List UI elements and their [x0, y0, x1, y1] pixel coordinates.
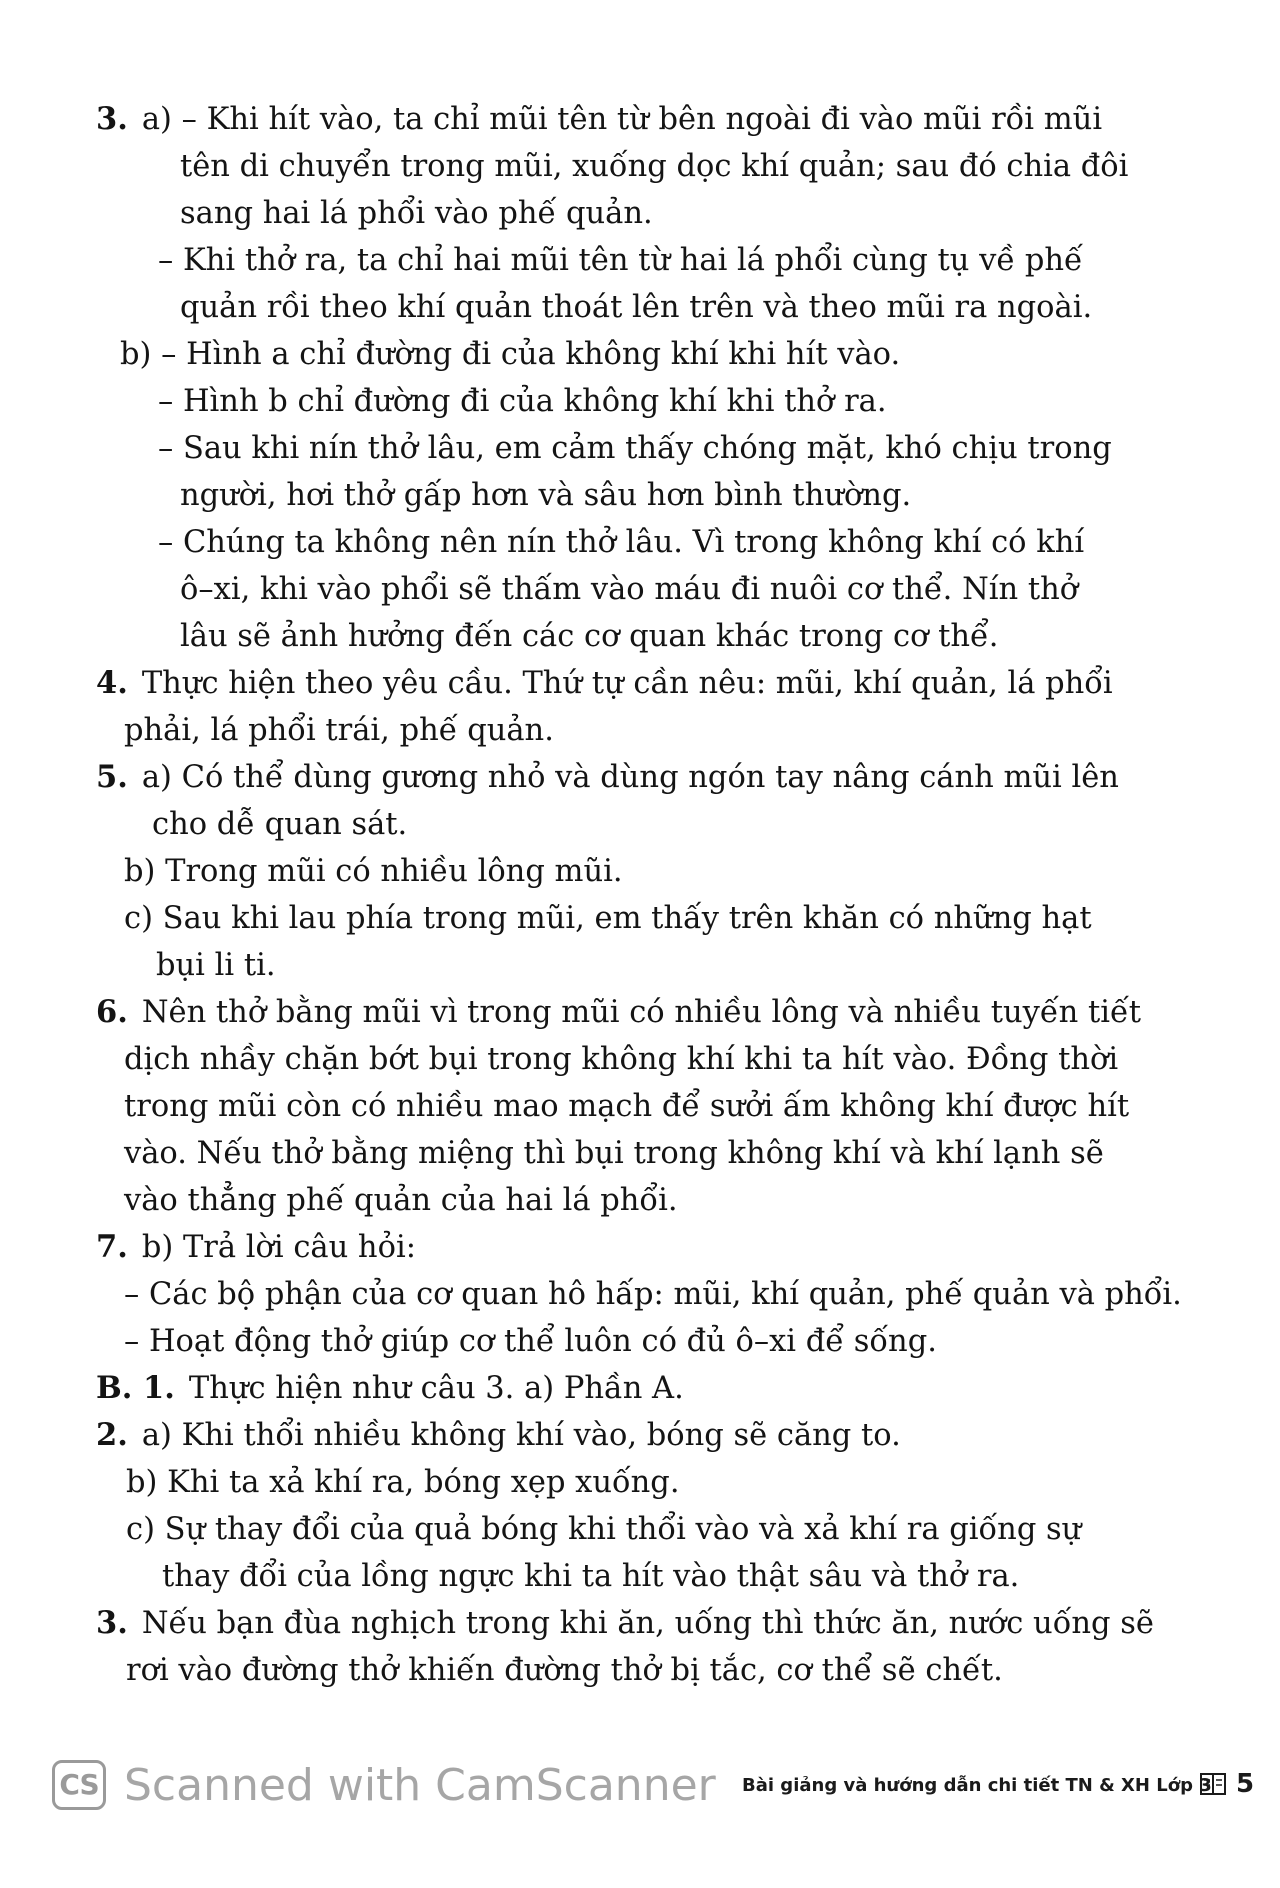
text-line: cho dễ quan sát. — [152, 807, 408, 842]
book-icon — [1200, 1772, 1226, 1796]
text-line: c) Sau khi lau phía trong mũi, em thấy trên khăn có những hạt — [124, 901, 1092, 936]
text-line: – Các bộ phận của cơ quan hô hấp: mũi, khí quản, phế quản và phổi. — [124, 1277, 1182, 1312]
book-title: Bài giảng và hướng dẫn chi tiết TN & XH Lớp 3 — [742, 1775, 1212, 1796]
text-line: ô–xi, khi vào phổi sẽ thấm vào máu đi nuôi cơ thể. Nín thở — [180, 572, 1079, 607]
page-footer — [0, 1752, 1280, 1832]
text-line: – Hình b chỉ đường đi của không khí khi thở ra. — [158, 384, 887, 419]
text-line: 3. Nếu bạn đùa nghịch trong khi ăn, uống thì thức ăn, nước uống sẽ — [96, 1605, 1154, 1641]
text-line: 6. Nên thở bằng mũi vì trong mũi có nhiều lông và nhiều tuyến tiết — [96, 994, 1142, 1030]
text-line: b) – Hình a chỉ đường đi của không khí khi hít vào. — [120, 337, 901, 372]
camscanner-watermark: Scanned with CamScanner — [124, 1760, 716, 1811]
text-line: 3. a) – Khi hít vào, ta chỉ mũi tên từ bên ngoài đi vào mũi rồi mũi — [96, 101, 1103, 137]
text-line: 2. a) Khi thổi nhiều không khí vào, bóng sẽ căng to. — [96, 1417, 901, 1453]
text-line: rơi vào đường thở khiến đường thở bị tắc, cơ thể sẽ chết. — [126, 1653, 1003, 1688]
text-line: lâu sẽ ảnh hưởng đến các cơ quan khác trong cơ thể. — [180, 619, 999, 654]
camscanner-logo: CS — [52, 1760, 106, 1810]
text-line: vào. Nếu thở bằng miệng thì bụi trong không khí và khí lạnh sẽ — [124, 1136, 1104, 1171]
text-line: bụi li ti. — [156, 948, 276, 983]
text-line: thay đổi của lồng ngực khi ta hít vào thật sâu và thở ra. — [162, 1559, 1020, 1594]
text-line: c) Sự thay đổi của quả bóng khi thổi vào và xả khí ra giống sự — [126, 1512, 1082, 1547]
text-line: – Hoạt động thở giúp cơ thể luôn có đủ ô–xi để sống. — [124, 1324, 937, 1359]
text-line: 4. Thực hiện theo yêu cầu. Thứ tự cần nêu: mũi, khí quản, lá phổi — [96, 665, 1113, 701]
text-line: vào thẳng phế quản của hai lá phổi. — [124, 1183, 678, 1218]
text-line: b) Trong mũi có nhiều lông mũi. — [124, 854, 623, 889]
text-line: tên di chuyển trong mũi, xuống dọc khí quản; sau đó chia đôi — [180, 149, 1129, 184]
text-line: 5. a) Có thể dùng gương nhỏ và dùng ngón tay nâng cánh mũi lên — [96, 759, 1119, 795]
page-number: 5 — [1236, 1769, 1255, 1799]
text-line: – Sau khi nín thở lâu, em cảm thấy chóng mặt, khó chịu trong — [158, 431, 1112, 466]
text-line: – Khi thở ra, ta chỉ hai mũi tên từ hai lá phổi cùng tụ về phế — [158, 243, 1083, 278]
text-line: – Chúng ta không nên nín thở lâu. Vì trong không khí có khí — [158, 525, 1085, 560]
text-line: 7. b) Trả lời câu hỏi: — [96, 1229, 416, 1265]
text-line: sang hai lá phổi vào phế quản. — [180, 196, 653, 231]
text-line: người, hơi thở gấp hơn và sâu hơn bình thường. — [180, 478, 912, 513]
text-line: B. 1. Thực hiện như câu 3. a) Phần A. — [96, 1370, 684, 1406]
text-line: dịch nhầy chặn bớt bụi trong không khí khi ta hít vào. Đồng thời — [124, 1042, 1119, 1077]
text-line: b) Khi ta xả khí ra, bóng xẹp xuống. — [126, 1465, 680, 1500]
text-line: trong mũi còn có nhiều mao mạch để sưởi ấm không khí được hít — [124, 1089, 1130, 1124]
text-line: quản rồi theo khí quản thoát lên trên và theo mũi ra ngoài. — [180, 290, 1093, 325]
text-line: phải, lá phổi trái, phế quản. — [124, 713, 554, 748]
answer-text — [96, 96, 1246, 1694]
